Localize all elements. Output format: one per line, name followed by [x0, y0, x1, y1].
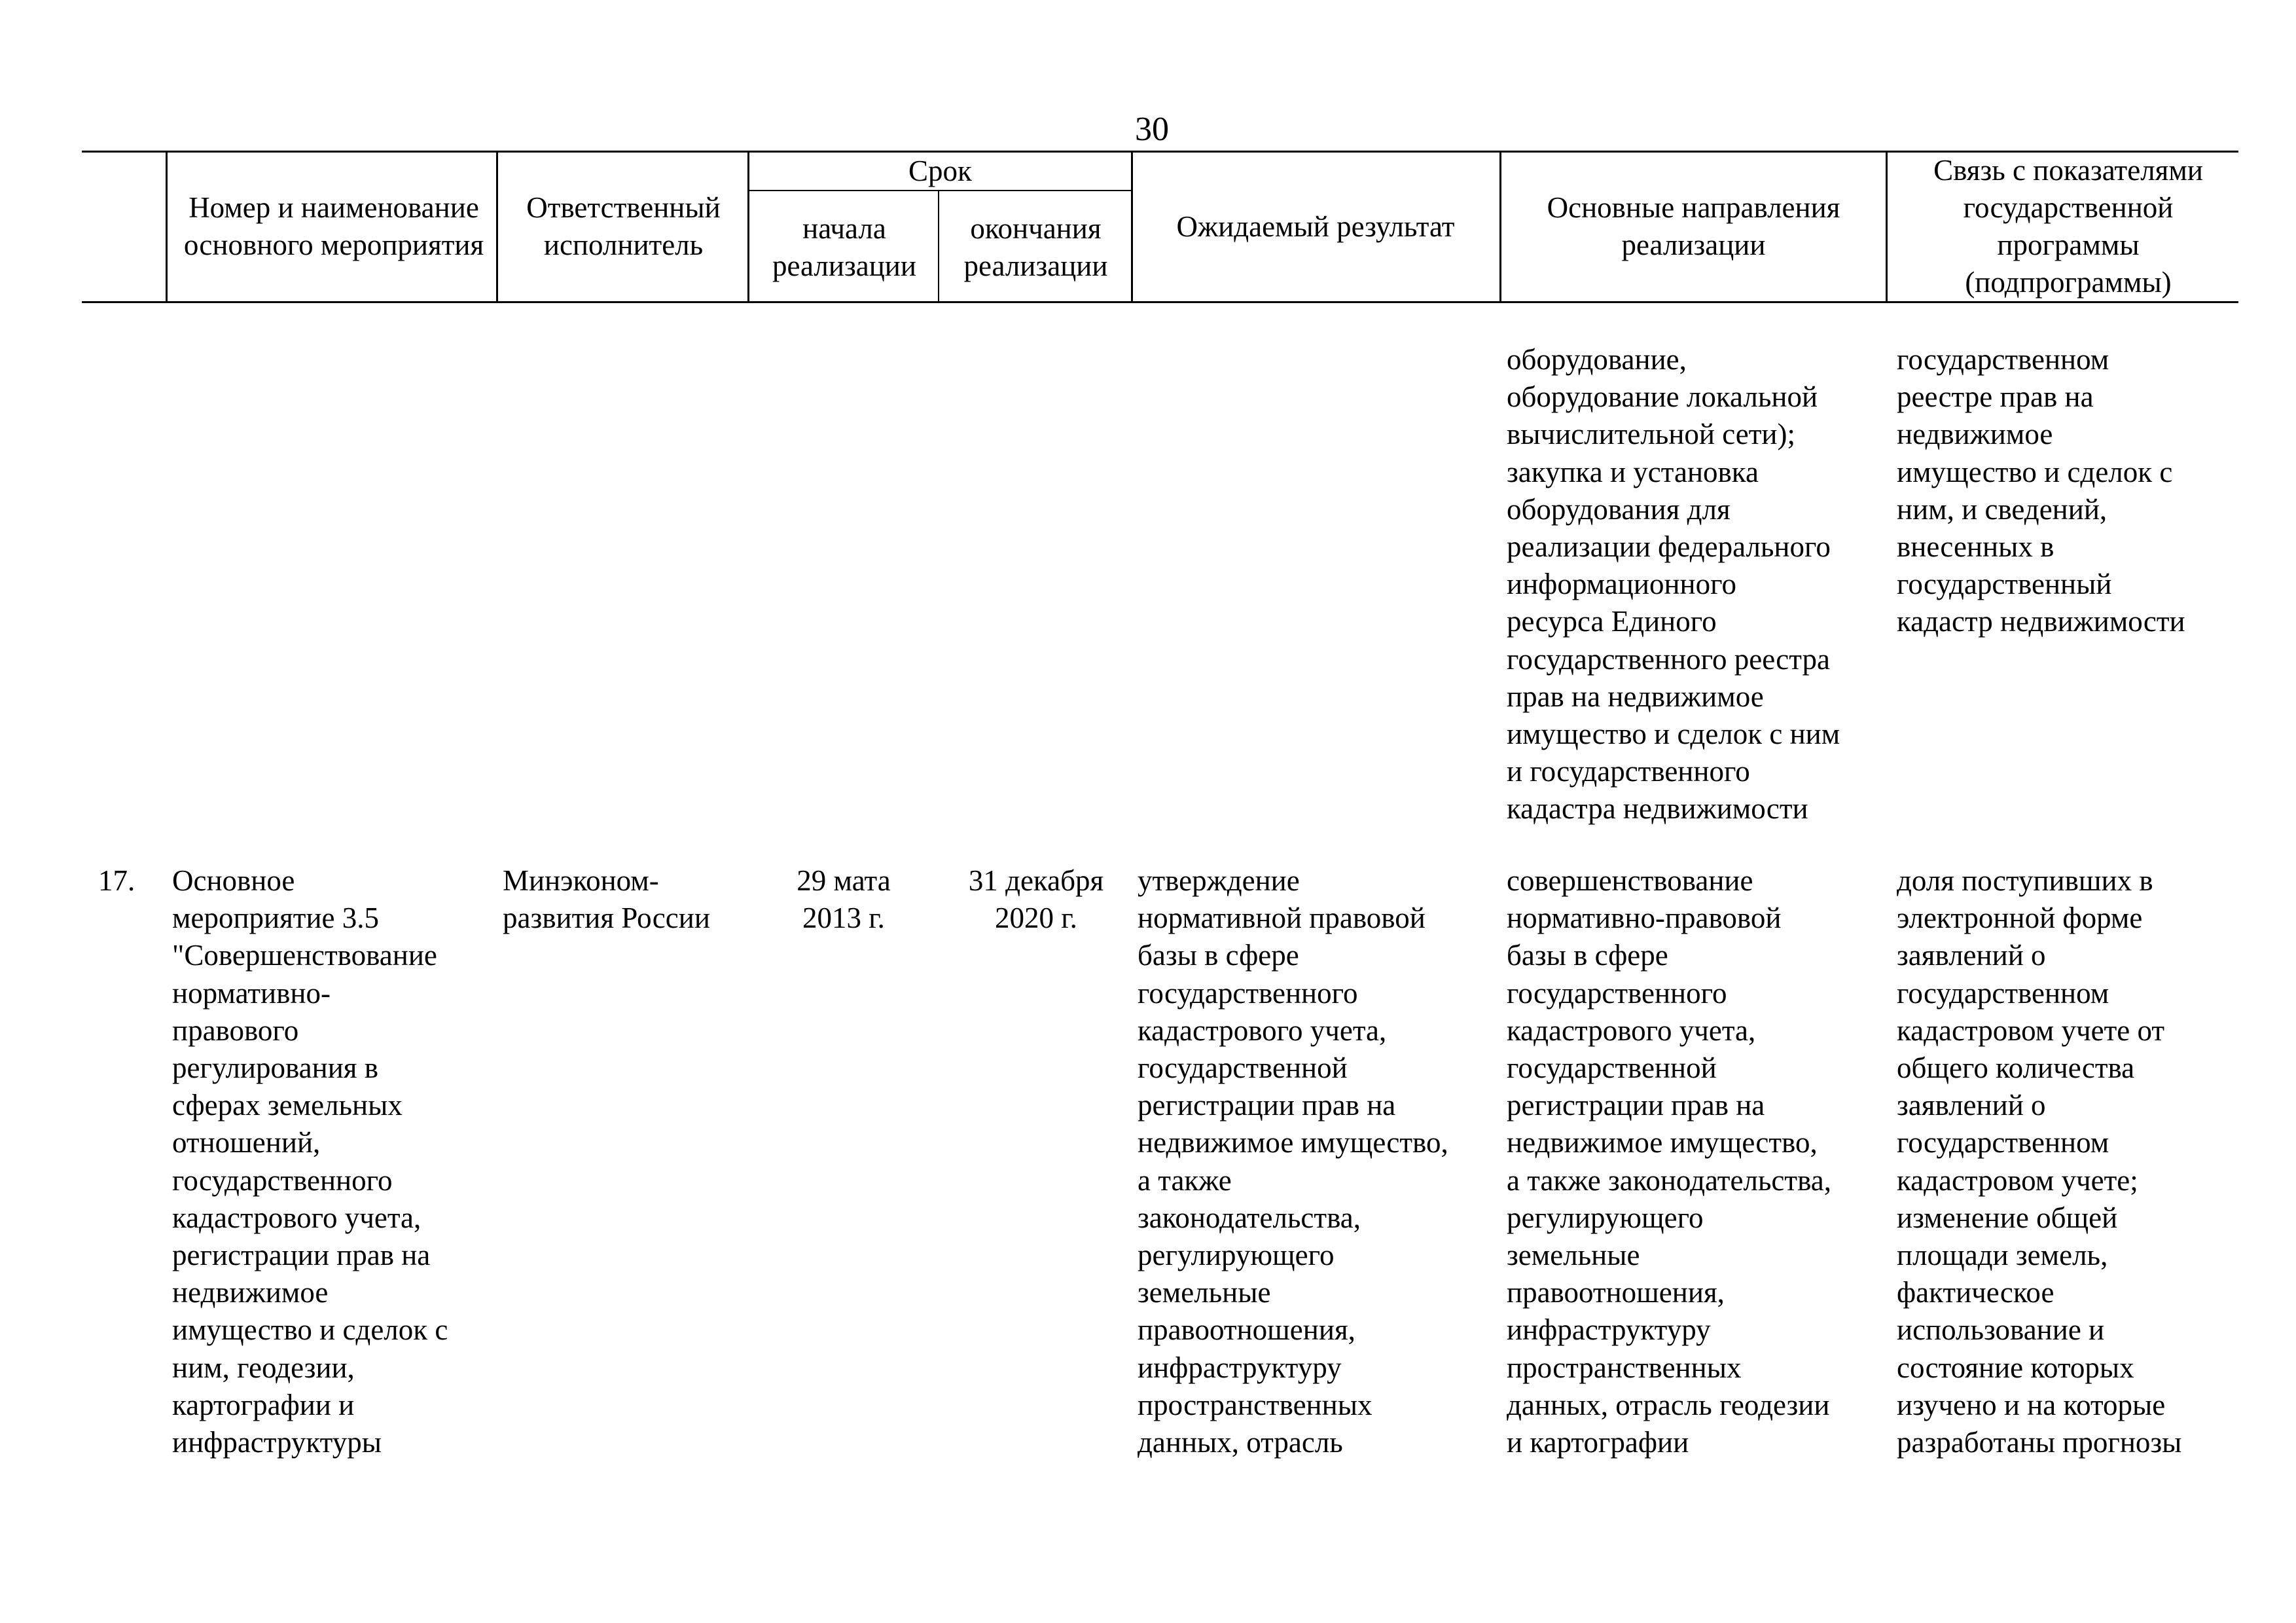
row-result: утверждение нормативной правовой базы в сфере государственного кадастрового учета, государственной регистрации прав на недвижимое имущество, а также законодательства, регулирующего земельные правоотношения, инфраструктуру пространственных данных, отрасль: [1138, 864, 1448, 1459]
row-executor: Минэконом- развития России: [503, 864, 710, 935]
col-divider: [1131, 151, 1133, 302]
row-link: доля поступивших в электронной форме заявлений о государственном кадастровом учете от общего количества заявлений о государственном кадастровом учете; изменение общей площади земель, фактическое использование и состояние которых изучено и на которые разработаны прогнозы: [1897, 864, 2182, 1459]
header-bottom-rule: [82, 301, 2238, 303]
term-divider-rule: [747, 190, 1131, 191]
col-divider: [496, 151, 498, 302]
col-divider: [938, 190, 939, 302]
row-start: 29 мата 2013 г.: [797, 864, 891, 935]
row-directions: совершенствование нормативно-правовой базы в сфере государственного кадастрового учета, государственной регистрации прав на недвижимое имущество, а также законодательства, регулирующего земельные правоотношения, инфраструктуру пространственных данных, отрасль геодезии и картографии: [1507, 864, 1831, 1459]
header-end: окончания реализации: [963, 211, 1108, 282]
col-divider: [166, 151, 168, 302]
row-end: 31 декабря 2020 г.: [968, 864, 1104, 935]
page-number: 30: [1135, 111, 1169, 148]
cont-link: государственном реестре прав на недвижимое имущество и сделок с ним, и сведений, внесенных в государственный кадастр недвижимости: [1897, 343, 2185, 638]
header-start: начала реализации: [772, 211, 916, 282]
header-link: Связь с показателями государственной программы (подпрограммы): [1933, 154, 2203, 299]
cont-directions: оборудование, оборудование локальной вычислительной сети); закупка и установка оборудования для реализации федерального информационного ресурса Единого государственного реестра прав на недвижимое имущество и сделок с ним и государственного кадастра недвижимости: [1507, 343, 1840, 826]
header-number-name: Номер и наименование основного мероприятия: [183, 191, 484, 261]
row-name: Основное мероприятие 3.5 "Совершенствование нормативно- правового регулирования в сферах земельных отношений, государственного кадастрового учета, регистрации прав на недвижимое имущество и сделок с ним, геодезии, картографии и инфраструктуры: [172, 864, 448, 1459]
header-term: Срок: [908, 154, 972, 187]
header-result: Ожидаемый результат: [1176, 210, 1455, 243]
col-divider: [1886, 151, 1888, 302]
row-number: 17.: [98, 864, 135, 897]
header-executor: Ответственный исполнитель: [526, 191, 721, 261]
header-directions: Основные направления реализации: [1547, 191, 1840, 261]
col-divider: [1499, 151, 1501, 302]
